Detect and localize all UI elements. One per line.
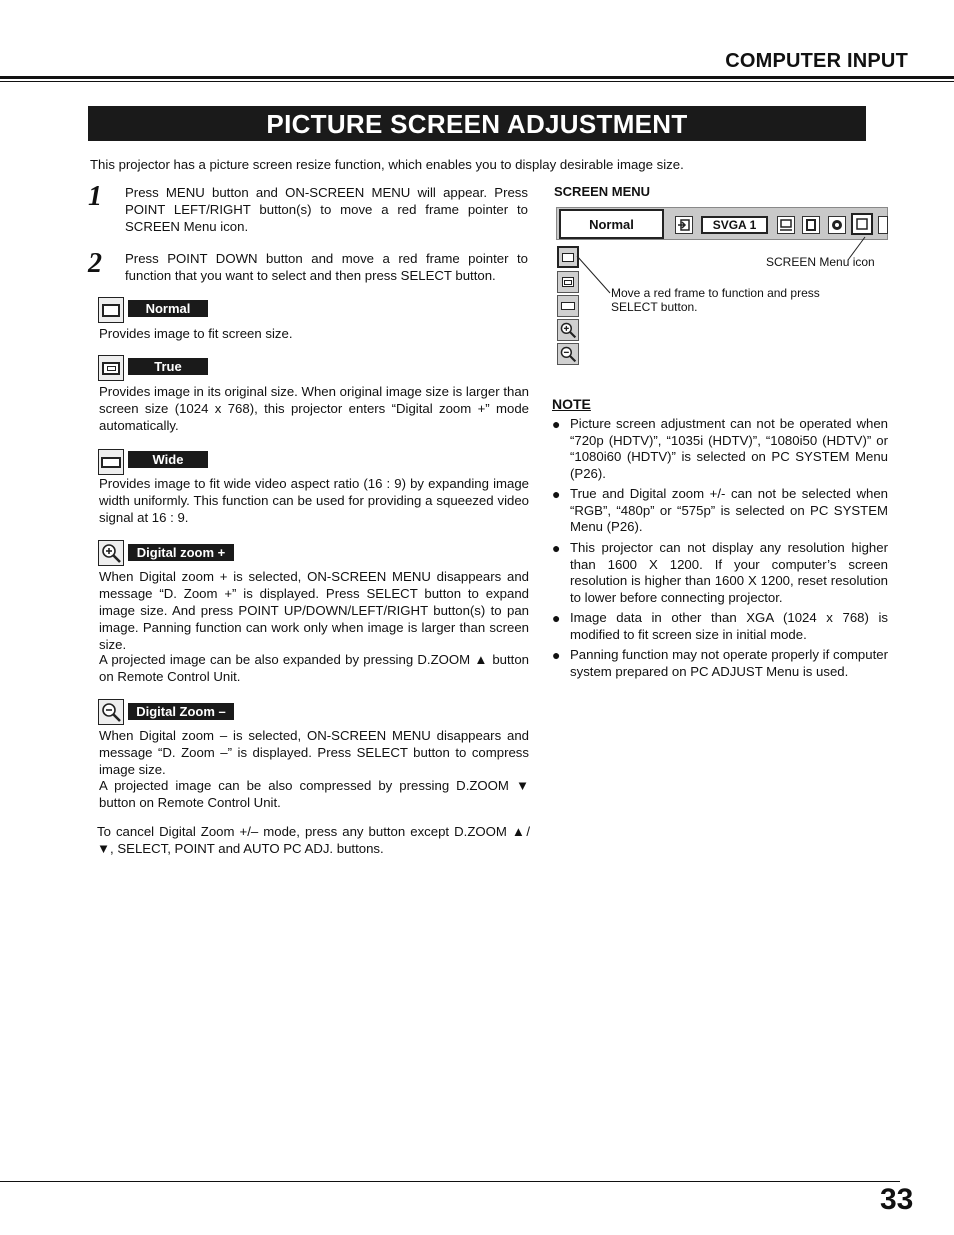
function-desc-extra: A projected image can be also compressed by pressing D.ZOOM ▼ button on Remote Control Unit. (99, 778, 529, 810)
page-title: PICTURE SCREEN ADJUSTMENT (88, 106, 866, 141)
bullet-icon: ● (552, 486, 561, 502)
note-item: True and Digital zoom +/- can not be selected when “RGB”, “480p” or “575p” is selected on PC SYSTEM Menu (P26). (570, 486, 888, 534)
function-label-wide: Wide (128, 451, 208, 468)
function-desc: Provides image to fit screen size. (99, 326, 293, 341)
zoom-out-icon (557, 343, 579, 365)
note-item: Panning function may not operate properly if computer system prepared on PC ADJUST Menu is used. (570, 647, 888, 679)
step-text: Press POINT DOWN button and move a red frame pointer to function that you want to select and then press SELECT button. (125, 251, 528, 283)
screen-menu-icon-callout: SCREEN Menu icon (766, 255, 875, 269)
step-text: Press MENU button and ON-SCREEN MENU will appear. Press POINT LEFT/RIGHT button(s) to move a red frame pointer to SCREEN Menu icon. (125, 185, 528, 234)
footer-rule (0, 1181, 900, 1182)
bullet-icon: ● (552, 610, 561, 626)
header-rule-thin (0, 81, 954, 82)
header-rule (0, 76, 954, 79)
step-number: 2 (88, 248, 102, 279)
signal-display: SVGA 1 (701, 216, 768, 234)
function-label-zoom-in: Digital zoom + (128, 544, 234, 561)
zoom-in-icon (557, 319, 579, 341)
page-number: 33 (880, 1183, 914, 1216)
function-desc: Provides image in its original size. When original image size is larger than screen size (1024 x 768), this projector enters “Digital zoom +” mode automatically. (99, 384, 529, 433)
true-screen-icon (98, 355, 124, 381)
bullet-icon: ● (552, 540, 561, 556)
function-desc-extra: A projected image can be also expanded by pressing D.ZOOM ▲ button on Remote Control Unit. (99, 652, 529, 684)
screen-mode-display: Normal (559, 209, 664, 239)
step-number: 1 (88, 181, 102, 212)
bullet-icon: ● (552, 647, 561, 663)
note-title: NOTE (552, 396, 591, 412)
note-item: Image data in other than XGA (1024 x 768) is modified to fit screen size in initial mode. (570, 610, 888, 642)
cancel-note: To cancel Digital Zoom +/– mode, press any button except D.ZOOM ▲/▼, SELECT, POINT and AUTO PC ADJ. buttons. (97, 824, 530, 856)
note-item: Picture screen adjustment can not be operated when “720p (HDTV)”, “1035i (HDTV)”, “1080i50 (HDTV)” or “1080i60 (HDTV)” is selected on PC SYSTEM Menu (P26). (570, 416, 888, 481)
intro-text: This projector has a picture screen resize function, which enables you to display desirable image size. (90, 157, 684, 172)
zoom-out-icon (98, 699, 124, 725)
screen-menu-heading: SCREEN MENU (554, 184, 651, 199)
section-label: COMPUTER INPUT (725, 50, 908, 72)
frame-callout: Move a red frame to function and press SELECT button. (611, 286, 820, 314)
wide-screen-icon (98, 449, 124, 475)
function-label-true: True (128, 358, 208, 375)
zoom-in-icon (98, 540, 124, 566)
function-desc: When Digital zoom + is selected, ON-SCREEN MENU disappears and message “D. Zoom +” is displayed. Press SELECT button to expand image size. And press POINT UP/DOWN/LEFT/RIGHT button(s) to pan image. Panning function can work only when image is larger than screen size. (99, 569, 529, 652)
function-desc: Provides image to fit wide video aspect ratio (16 : 9) by expanding image width uniformly. This function can be used for providing a squeezed video signal at 16 : 9. (99, 476, 529, 525)
note-item: This projector can not display any resolution higher than 1600 X 1200. If your computer’s screen resolution is higher than 1600 X 1200, reset resolution to lower before connecting projector. (570, 540, 888, 605)
bullet-icon: ● (552, 416, 561, 432)
function-label-zoom-out: Digital Zoom – (128, 703, 234, 720)
function-desc: When Digital zoom – is selected, ON-SCREEN MENU disappears and message “D. Zoom –” is displayed. Press SELECT button to compress image size. (99, 728, 529, 777)
function-label-normal: Normal (128, 300, 208, 317)
normal-screen-icon (98, 297, 124, 323)
